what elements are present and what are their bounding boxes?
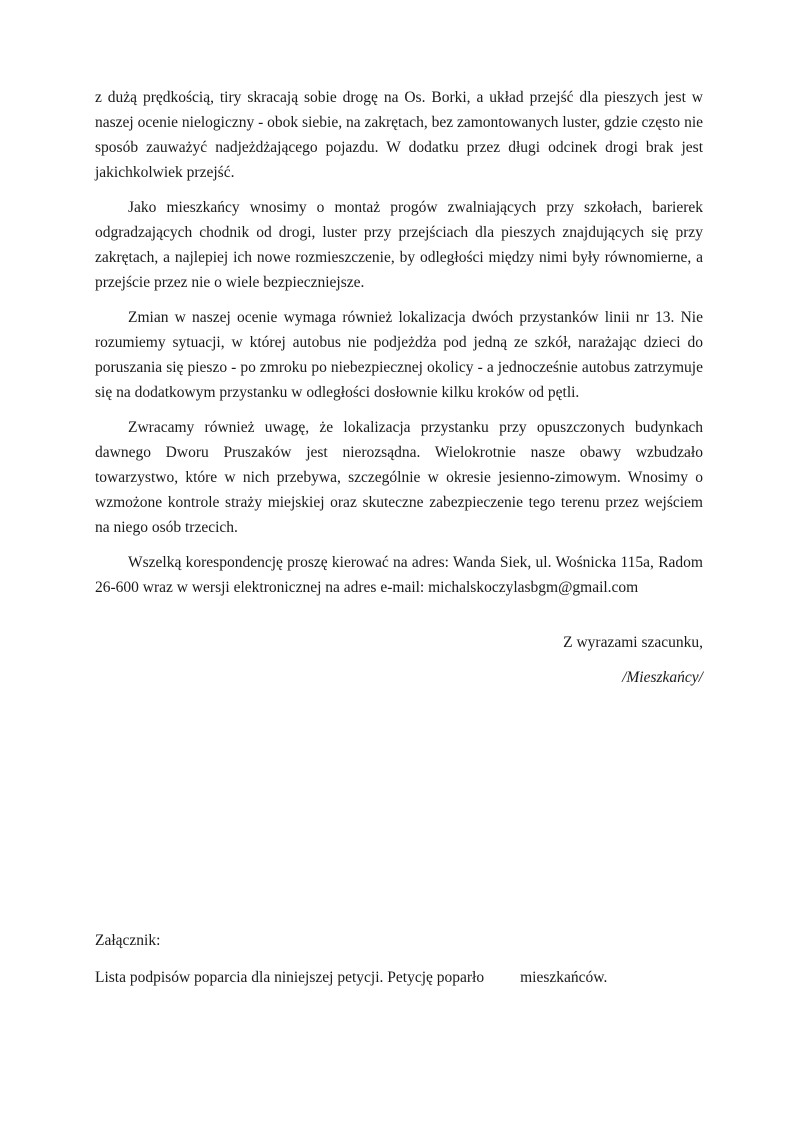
- paragraph-correspondence-address: Wszelką korespondencję proszę kierować na adres: Wanda Siek, ul. Wośnicka 115a, Radom 26-600 wraz w wersji elektronicznej na adres e-mail: michalskoczylasbgm@gmail.com: [95, 554, 703, 596]
- paragraph-speed-bumps-request: Jako mieszkańcy wnosimy o montaż progów zwalniających przy szkołach, barierek odgradzających chodnik od drogi, luster przy przejściach dla pieszych znajdujących się przy zakrętach, a najlepiej ich nowe rozmieszczenie, by odległości między nimi były równomierne, a przejście przez nie o wiele bezpieczniejsze.: [95, 199, 703, 291]
- attachment-block: [95, 928, 703, 990]
- closing-block: [95, 630, 703, 690]
- paragraph-abandoned-buildings: Zwracamy również uwagę, że lokalizacja przystanku przy opuszczonych budynkach dawnego Dworu Pruszaków jest nierozsądna. Wielokrotnie nasze obawy wzbudzało towarzystwo, które w nich przebywa, szczególnie w okresie jesienno-zimowym. Wnosimy o wzmożone kontrole straży miejskiej oraz skuteczne zabezpieczenie tego terenu przez wejściem na niego osób trzecich.: [95, 419, 703, 536]
- closing-signature: /Mieszkańcy/: [622, 669, 703, 686]
- attachment-label: Załącznik:: [95, 932, 161, 949]
- attachment-line-before-blank: Lista podpisów poparcia dla niniejszej petycji. Petycję poparło: [95, 969, 485, 986]
- attachment-line-after-blank: mieszkańców.: [520, 969, 608, 986]
- attachment-line: [95, 965, 703, 990]
- paragraph-road-crossings: z dużą prędkością, tiry skracają sobie drogę na Os. Borki, a układ przejść dla pieszych jest w naszej ocenie nielogiczny - obok siebie, na zakrętach, bez zamontowanych luster, gdzie często nie sposób zauważyć nadjeżdżającego pojazdu. W dodatku przez długi odcinek drogi brak jest jakichkolwiek przejść.: [95, 89, 703, 181]
- closing-salutation: Z wyrazami szacunku,: [563, 634, 703, 651]
- paragraph-bus-stops-line-13: Zmian w naszej ocenie wymaga również lokalizacja dwóch przystanków linii nr 13. Nie rozumiemy sytuacji, w której autobus nie podjeżdża pod jedną ze szkół, narażając dzieci do poruszania się pieszo - po zmroku po niebezpiecznej okolicy - a jednocześnie autobus zatrzymuje się na dodatkowym przystanku w odległości dosłownie kilku kroków od pętli.: [95, 309, 703, 401]
